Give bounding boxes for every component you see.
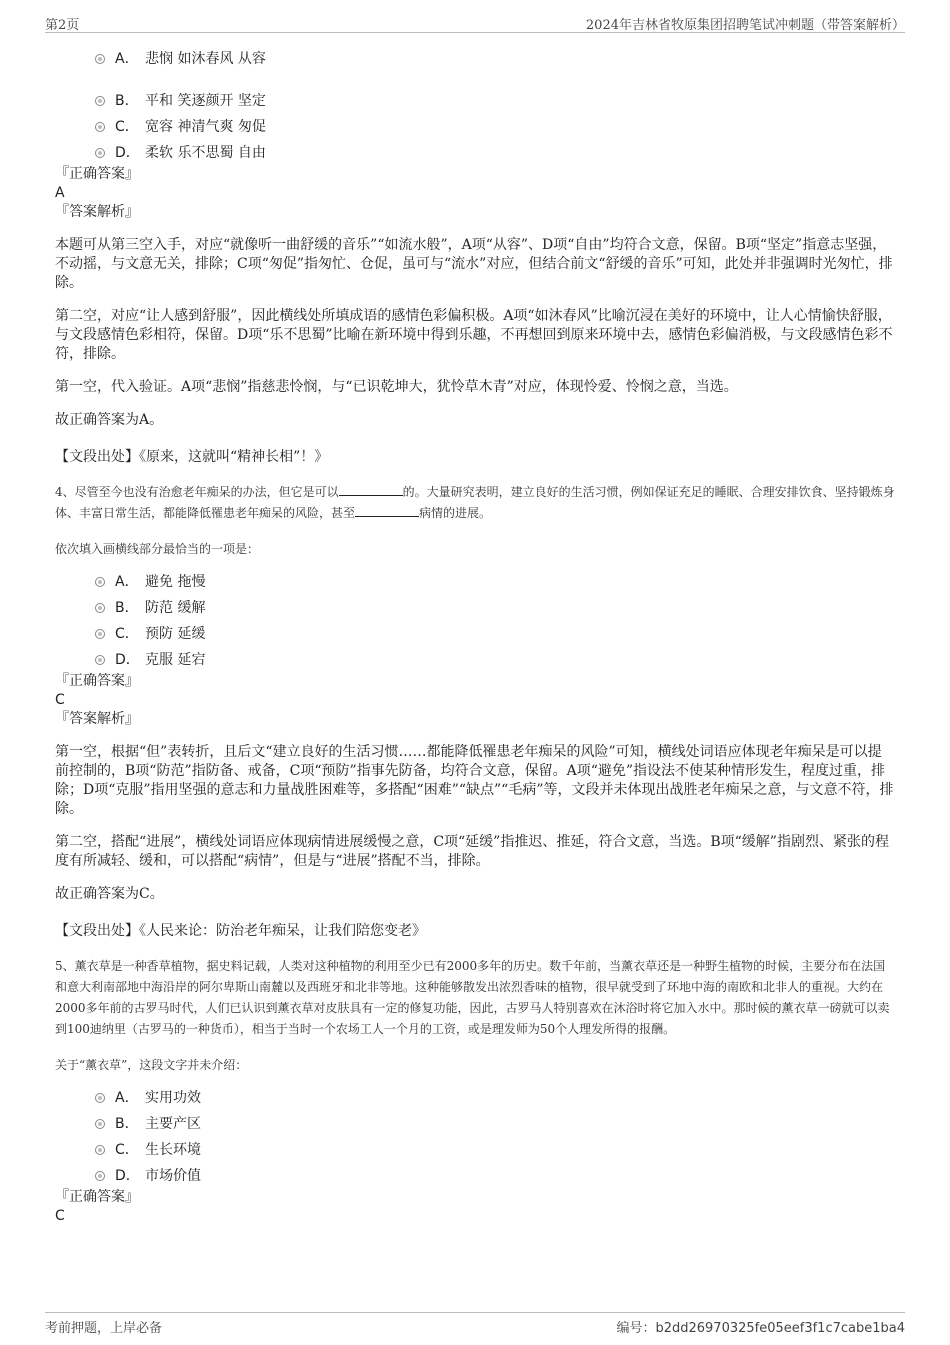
q3-option-a[interactable]: A． 悲悯 如沐春风 从容 [95, 44, 895, 70]
q3-analysis-p2: 第二空，对应“让人感到舒服”，因此横线处所填成语的感情色彩偏积极。A项“如沐春风”比喻沉浸在美好的环境中，让人心情愉快舒服，与文段感情色彩相符，保留。D项“乐不思蜀”比喻在新环境中得到乐趣，不再想回到原来环境中去，感情色彩偏消极，与文段感情色彩不符，排除。 [55, 308, 893, 362]
q3-option-d[interactable]: D． 柔软 乐不思蜀 自由 [95, 138, 895, 164]
q4-answer-label: 『正确答案』 [55, 673, 139, 689]
radio-icon[interactable] [95, 54, 105, 64]
radio-icon[interactable] [95, 577, 105, 587]
q5-stem: 5、薰衣草是一种香草植物，据史料记载，人类对这种植物的利用至少已有2000多年的历史。数千年前，当薰衣草还是一种野生植物的时候，主要分布在法国和意大利南部地中海沿岸的阿尔卑斯山南麓以及西班牙和北非等地。这种能够散发出浓烈香味的植物，很早就受到了环地中海的南欧和北非人的重视。大约在2000多年前的古罗马时代，人们已认识到薰衣草对皮肤具有一定的修复功能，因此，古罗马人特别喜欢在沐浴时将它加入水中。那时候的薰衣草一磅就可以卖到100迪纳里（古罗马的一种货币），相当于当时一个农场工人一个月的工资，或是理发师为50个人理发所得的报酬。 [55, 959, 890, 1036]
q4-options [55, 567, 895, 671]
q4-analysis-p2: 第二空，搭配“进展”，横线处词语应体现病情进展缓慢之意，C项“延缓”指推迟、推延，符合文意，当选。B项“缓解”指剧烈、紧张的程度有所减轻、缓和，可以搭配“病情”，但是与“进展”搭配不当，排除。 [55, 834, 889, 869]
q3-answer-label: 『正确答案』 [55, 166, 139, 182]
q4-option-d[interactable]: D． 克服 延宕 [95, 645, 895, 671]
q5-option-a[interactable]: A． 实用功效 [95, 1083, 895, 1109]
radio-icon[interactable] [95, 1119, 105, 1129]
q4-analysis-p1: 第一空，根据“但”表转折，且后文“建立良好的生活习惯……都能降低罹患老年痴呆的风险”可知，横线处词语应体现老年痴呆是可以提前控制的，B项“防范”指防备、戒备，C项“预防”指事先防备，均符合文意，保留。A项“避免”指设法不使某种情形发生，程度过重，排除；D项“克服”指用坚强的意志和力量战胜困难等，多搭配“困难”“缺点”“毛病”等，文段并未体现出战胜老年痴呆之意，与文意不符，排除。 [55, 744, 894, 817]
fill-blank [339, 483, 403, 496]
radio-icon[interactable] [95, 1093, 105, 1103]
q3-option-b[interactable]: B． 平和 笑逐颜开 坚定 [95, 86, 895, 112]
q3-answer: A [55, 185, 65, 201]
q4-option-a[interactable]: A． 避免 拖慢 [95, 567, 895, 593]
q4-option-c[interactable]: C． 预防 延缓 [95, 619, 895, 645]
page-number: 第2页 [45, 18, 80, 33]
q4-analysis-label: 『答案解析』 [55, 711, 139, 727]
radio-icon[interactable] [95, 629, 105, 639]
q3-analysis-p1: 本题可从第三空入手，对应“就像听一曲舒缓的音乐”“如流水般”，A项“从容”、D项“自由”均符合文意，保留。B项“坚定”指意志坚强，不动摇，与文意无关，排除；C项“匆促”指匆忙、仓促，虽可与“流水”对应，但结合前文“舒缓的音乐”可知，此处并非强调时光匆忙，排除。 [55, 237, 893, 291]
radio-icon[interactable] [95, 655, 105, 665]
q4-analysis-p3: 故正确答案为C。 [55, 886, 164, 902]
q3-analysis-p3: 第一空，代入验证。A项“悲悯”指慈悲怜悯，与“已识乾坤大，犹怜草木青”对应，体现怜爱、怜悯之意，当选。 [55, 379, 738, 395]
document-title: 2024年吉林省牧原集团招聘笔试冲刺题（带答案解析） [585, 18, 905, 33]
q3-analysis-label: 『答案解析』 [55, 204, 139, 220]
q5-option-b[interactable]: B． 主要产区 [95, 1109, 895, 1135]
radio-icon[interactable] [95, 122, 105, 132]
q4-answer: C [55, 692, 65, 708]
q5-option-d[interactable]: D． 市场价值 [95, 1161, 895, 1187]
q5-options [55, 1083, 895, 1187]
q4-stem: 4、尽管至今也没有治愈老年痴呆的办法，但它是可以 的。大量研究表明，建立良好的生活习惯，例如保证充足的睡眠、合理安排饮食、坚持锻炼身体、丰富日常生活，都能降低罹患老年痴呆的风险，甚至 病情的进展。 [55, 485, 895, 520]
radio-icon[interactable] [95, 603, 105, 613]
page-footer [45, 1312, 905, 1336]
footer-slogan: 考前押题，上岸必备 [45, 1321, 163, 1336]
q4-source: 【文段出处】《人民来论：防治老年痴呆，让我们陪您变老》 [55, 923, 426, 939]
q4-option-b[interactable]: B． 防范 缓解 [95, 593, 895, 619]
q3-options [55, 44, 895, 164]
page-header [45, 10, 905, 33]
q5-answer: C [55, 1208, 65, 1224]
document-body [55, 40, 895, 1225]
q5-answer-label: 『正确答案』 [55, 1189, 139, 1205]
q5-prompt: 关于“薰衣草”，这段文字并未介绍： [55, 1058, 248, 1072]
q3-analysis-p4: 故正确答案为A。 [55, 412, 164, 428]
document-id: 编号：b2dd26970325fe05eef3f1c7cabe1ba4 [616, 1321, 905, 1336]
q3-source: 【文段出处】《原来，这就叫“精神长相”！》 [55, 449, 329, 465]
q5-option-c[interactable]: C． 生长环境 [95, 1135, 895, 1161]
radio-icon[interactable] [95, 96, 105, 106]
fill-blank [355, 504, 419, 517]
radio-icon[interactable] [95, 1145, 105, 1155]
radio-icon[interactable] [95, 1171, 105, 1181]
q4-prompt: 依次填入画横线部分最恰当的一项是： [55, 542, 260, 556]
q3-option-c[interactable]: C． 宽容 神清气爽 匆促 [95, 112, 895, 138]
radio-icon[interactable] [95, 148, 105, 158]
